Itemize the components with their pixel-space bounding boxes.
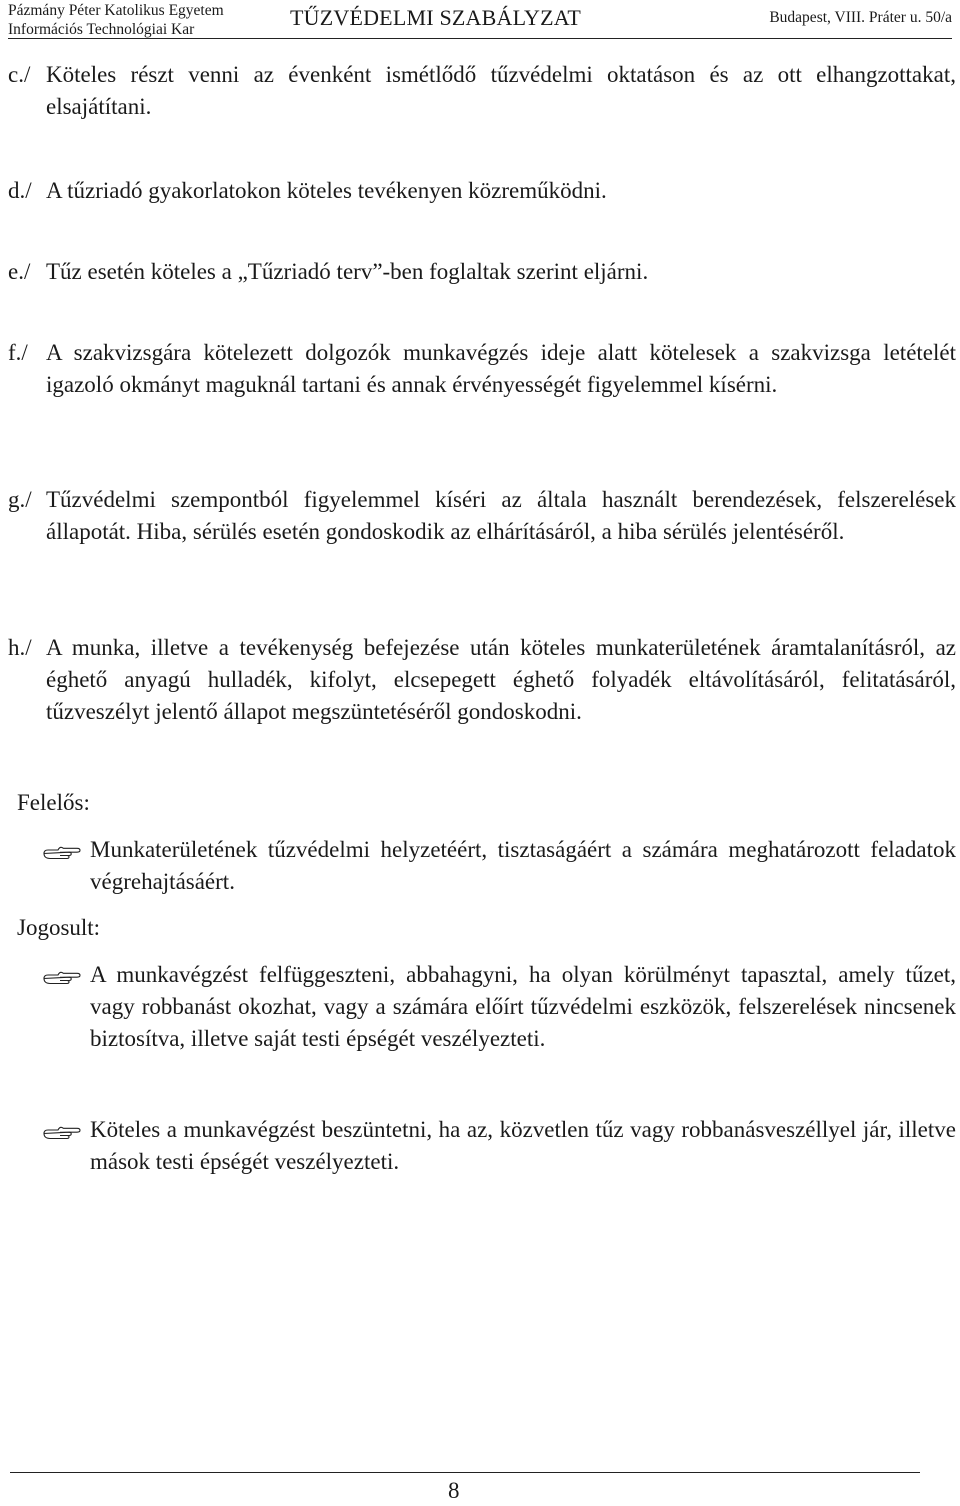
item-marker: c./ [8, 62, 31, 87]
list-item [8, 632, 956, 728]
document-title: TŰZVÉDELMI SZABÁLYZAT [290, 5, 582, 30]
bullet-item [38, 1114, 956, 1178]
bullet-text: Munkaterületének tűzvédelmi helyzetéért, tisztaságáért a számára meghatározott feladatok végrehajtásáért. [90, 837, 956, 894]
item-text: Tűz esetén köteles a „Tűzriadó terv”-ben foglaltak szerint eljárni. [46, 259, 649, 284]
item-marker: g./ [8, 487, 32, 512]
pointing-hand-icon [42, 969, 82, 985]
list-item [8, 59, 956, 123]
item-text: A szakvizsgára kötelezett dolgozók munkavégzés ideje alatt kötelesek a szakvizsga letételét igazoló okmányt maguknál tartani és annak érvényességét figyelemmel kísérni. [46, 340, 956, 397]
entitled-label: Jogosult: [17, 915, 101, 940]
bullet-item [38, 834, 956, 898]
bullet-text: A munkavégzést felfüggeszteni, abbahagyni, ha olyan körülményt tapasztal, amely tűzet, vagy robbanást okozhat, vagy a számára előírt tűzvédelmi eszközök, felszerelések nincsenek biztosítva, illetve saját testi épségét veszélyezteti. [90, 962, 956, 1051]
address: Budapest, VIII. Práter u. 50/a [769, 9, 952, 26]
item-text: Tűzvédelmi szempontból figyelemmel kíséri az általa használt berendezések, felszerelések állapotát. Hiba, sérülés esetén gondoskodik az elhárításáról, a hiba sérülés jelentéséről. [46, 487, 956, 544]
item-text: Köteles részt venni az évenként ismétlődő tűzvédelmi oktatáson és az ott elhangzottakat, elsajátítani. [46, 62, 956, 119]
footer-divider [10, 1472, 920, 1473]
item-text: A munka, illetve a tevékenység befejezése után köteles munkaterületének áramtalanításról, az éghető anyagú hulladék, kifolyt, elcsepegett éghető folyadék eltávolításáról, felitatásáról, tűzveszélyt jelentő állapot megszüntetéséről gondoskodni. [46, 635, 956, 724]
list-item [8, 337, 956, 401]
bullet-text: Köteles a munkavégzést beszüntetni, ha az, közvetlen tűz vagy robbanásveszéllyel jár, illetve mások testi épségét veszélyezteti. [90, 1117, 956, 1174]
item-marker: f./ [8, 340, 28, 365]
pointing-hand-icon [42, 844, 82, 860]
institution-name: Pázmány Péter Katolikus Egyetem [8, 2, 224, 19]
faculty-name: Információs Technológiai Kar [8, 21, 195, 38]
item-marker: d./ [8, 178, 32, 203]
list-item [8, 175, 956, 207]
list-item [8, 256, 956, 288]
bullet-item [38, 959, 956, 1055]
item-marker: h./ [8, 635, 32, 660]
page-header [8, 0, 952, 39]
page-number: 8 [448, 1478, 460, 1503]
list-item [8, 484, 956, 548]
responsible-label: Felelős: [17, 790, 90, 815]
item-marker: e./ [8, 259, 31, 284]
pointing-hand-icon [42, 1124, 82, 1140]
item-text: A tűzriadó gyakorlatokon köteles tevékenyen közreműködni. [46, 178, 607, 203]
institution-block [8, 1, 224, 39]
